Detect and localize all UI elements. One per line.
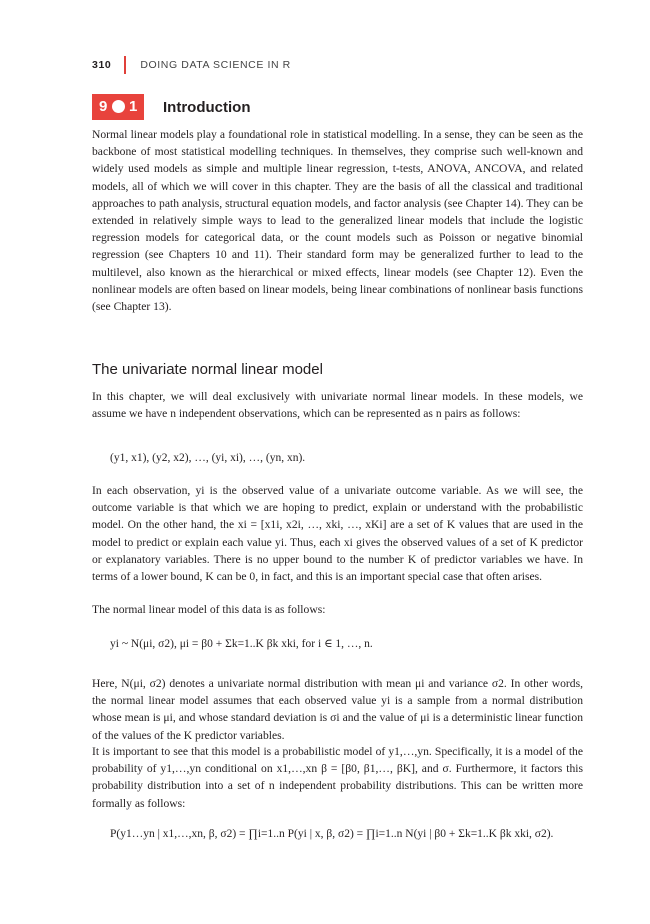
section-number-badge	[92, 94, 144, 120]
intro-paragraph: Normal linear models play a foundational role in statistical modelling. In a sense, they can be seen as the backbone of most statistical modelling techniques. In themselves, they comprise such well-known and widely used models as simple and multiple linear regression, t-tests, ANOVA, ANCOVA, and related models, all of which we will cover in this chapter. They are the basis of all the classical and traditional approaches to path analysis, structural equation models, and factor analysis (see Chapter 14). They can be extended in relatively simple ways to lead to the generalized linear models that include the logistic regression models for categorical data, or the count models such as Poisson or negative binomial regression (see Chapters 10 and 11). Their standard form may be generalized further to lead to the multilevel, also known as the hierarchical or mixed effects, linear models (see Chapter 12). Even the nonlinear models are often based on linear models, being linear combinations of nonlinear basis functions (see Chapter 13).	[92, 128, 583, 314]
section-number: 1	[129, 98, 138, 115]
badge-dot	[112, 100, 125, 113]
running-header	[92, 56, 291, 74]
equation-normal-linear-model: yi ~ N(μi, σ2), μi = β0 + Σk=1..K βk xki, for i ∈ 1, …, n.	[110, 638, 373, 650]
paragraph-definition: Here, N(μi, σ2) denotes a univariate normal distribution with mean μi and variance σ2. In other words, the normal linear model assumes that each observed value yi is a sample from a normal distribution whose mean is μi, and whose standard deviation is σi and the value of μi is a deterministic linear function of the values of the K predictor variables.	[92, 677, 583, 742]
equation-observation-pairs: (y1, x1), (y2, x2), …, (yi, xi), …, (yn, xn).	[110, 452, 306, 464]
running-title: DOING DATA SCIENCE IN R	[140, 59, 291, 71]
paragraph-univariate: In this chapter, we will deal exclusively with univariate normal linear models. In these models, we assume we have n independent observations, which can be represented as n pairs as follows:	[92, 390, 583, 421]
paragraph-model-intro: The normal linear model of this data is as follows:	[92, 603, 326, 616]
equation-probability-factorization: P(y1…yn | x1,…,xn, β, σ2) = ∏i=1..n P(yi | x, β, σ2) = ∏i=1..n N(yi | β0 + Σk=1..K βk xki, σ2).	[110, 828, 554, 840]
page-number: 310	[92, 59, 112, 71]
paragraph-observations: In each observation, yi is the observed value of a univariate outcome variable. As we will see, the outcome variable is that which we are hoping to predict, explain or understand with the probabilistic model. On the other hand, the xi = [x1i, x2i, …, xki, …, xKi] are a set of K values that are used in the model to predict or explain each value yi. Thus, each xi gives the observed values of a set of K predictor or explanatory variables. There is no upper bound to the number K of predictor variables we have. In terms of a lower bound, K can be 0, in fact, and this is an important special case that often arises.	[92, 484, 583, 584]
subsection-title: The univariate normal linear model	[92, 361, 323, 378]
paragraph-probabilistic: It is important to see that this model is a probabilistic model of y1,…,yn. Specifically, it is a model of the probability of y1,…,yn conditional on x1,…,xn β = [β0, β1,…, βK], and σ. Furthermore, it factors this probability distribution into a set of n independent probability distributions. This can be written more formally as follows:	[92, 745, 583, 810]
section-title: Introduction	[163, 99, 251, 116]
header-divider	[124, 56, 126, 74]
chapter-number: 9	[99, 98, 108, 115]
